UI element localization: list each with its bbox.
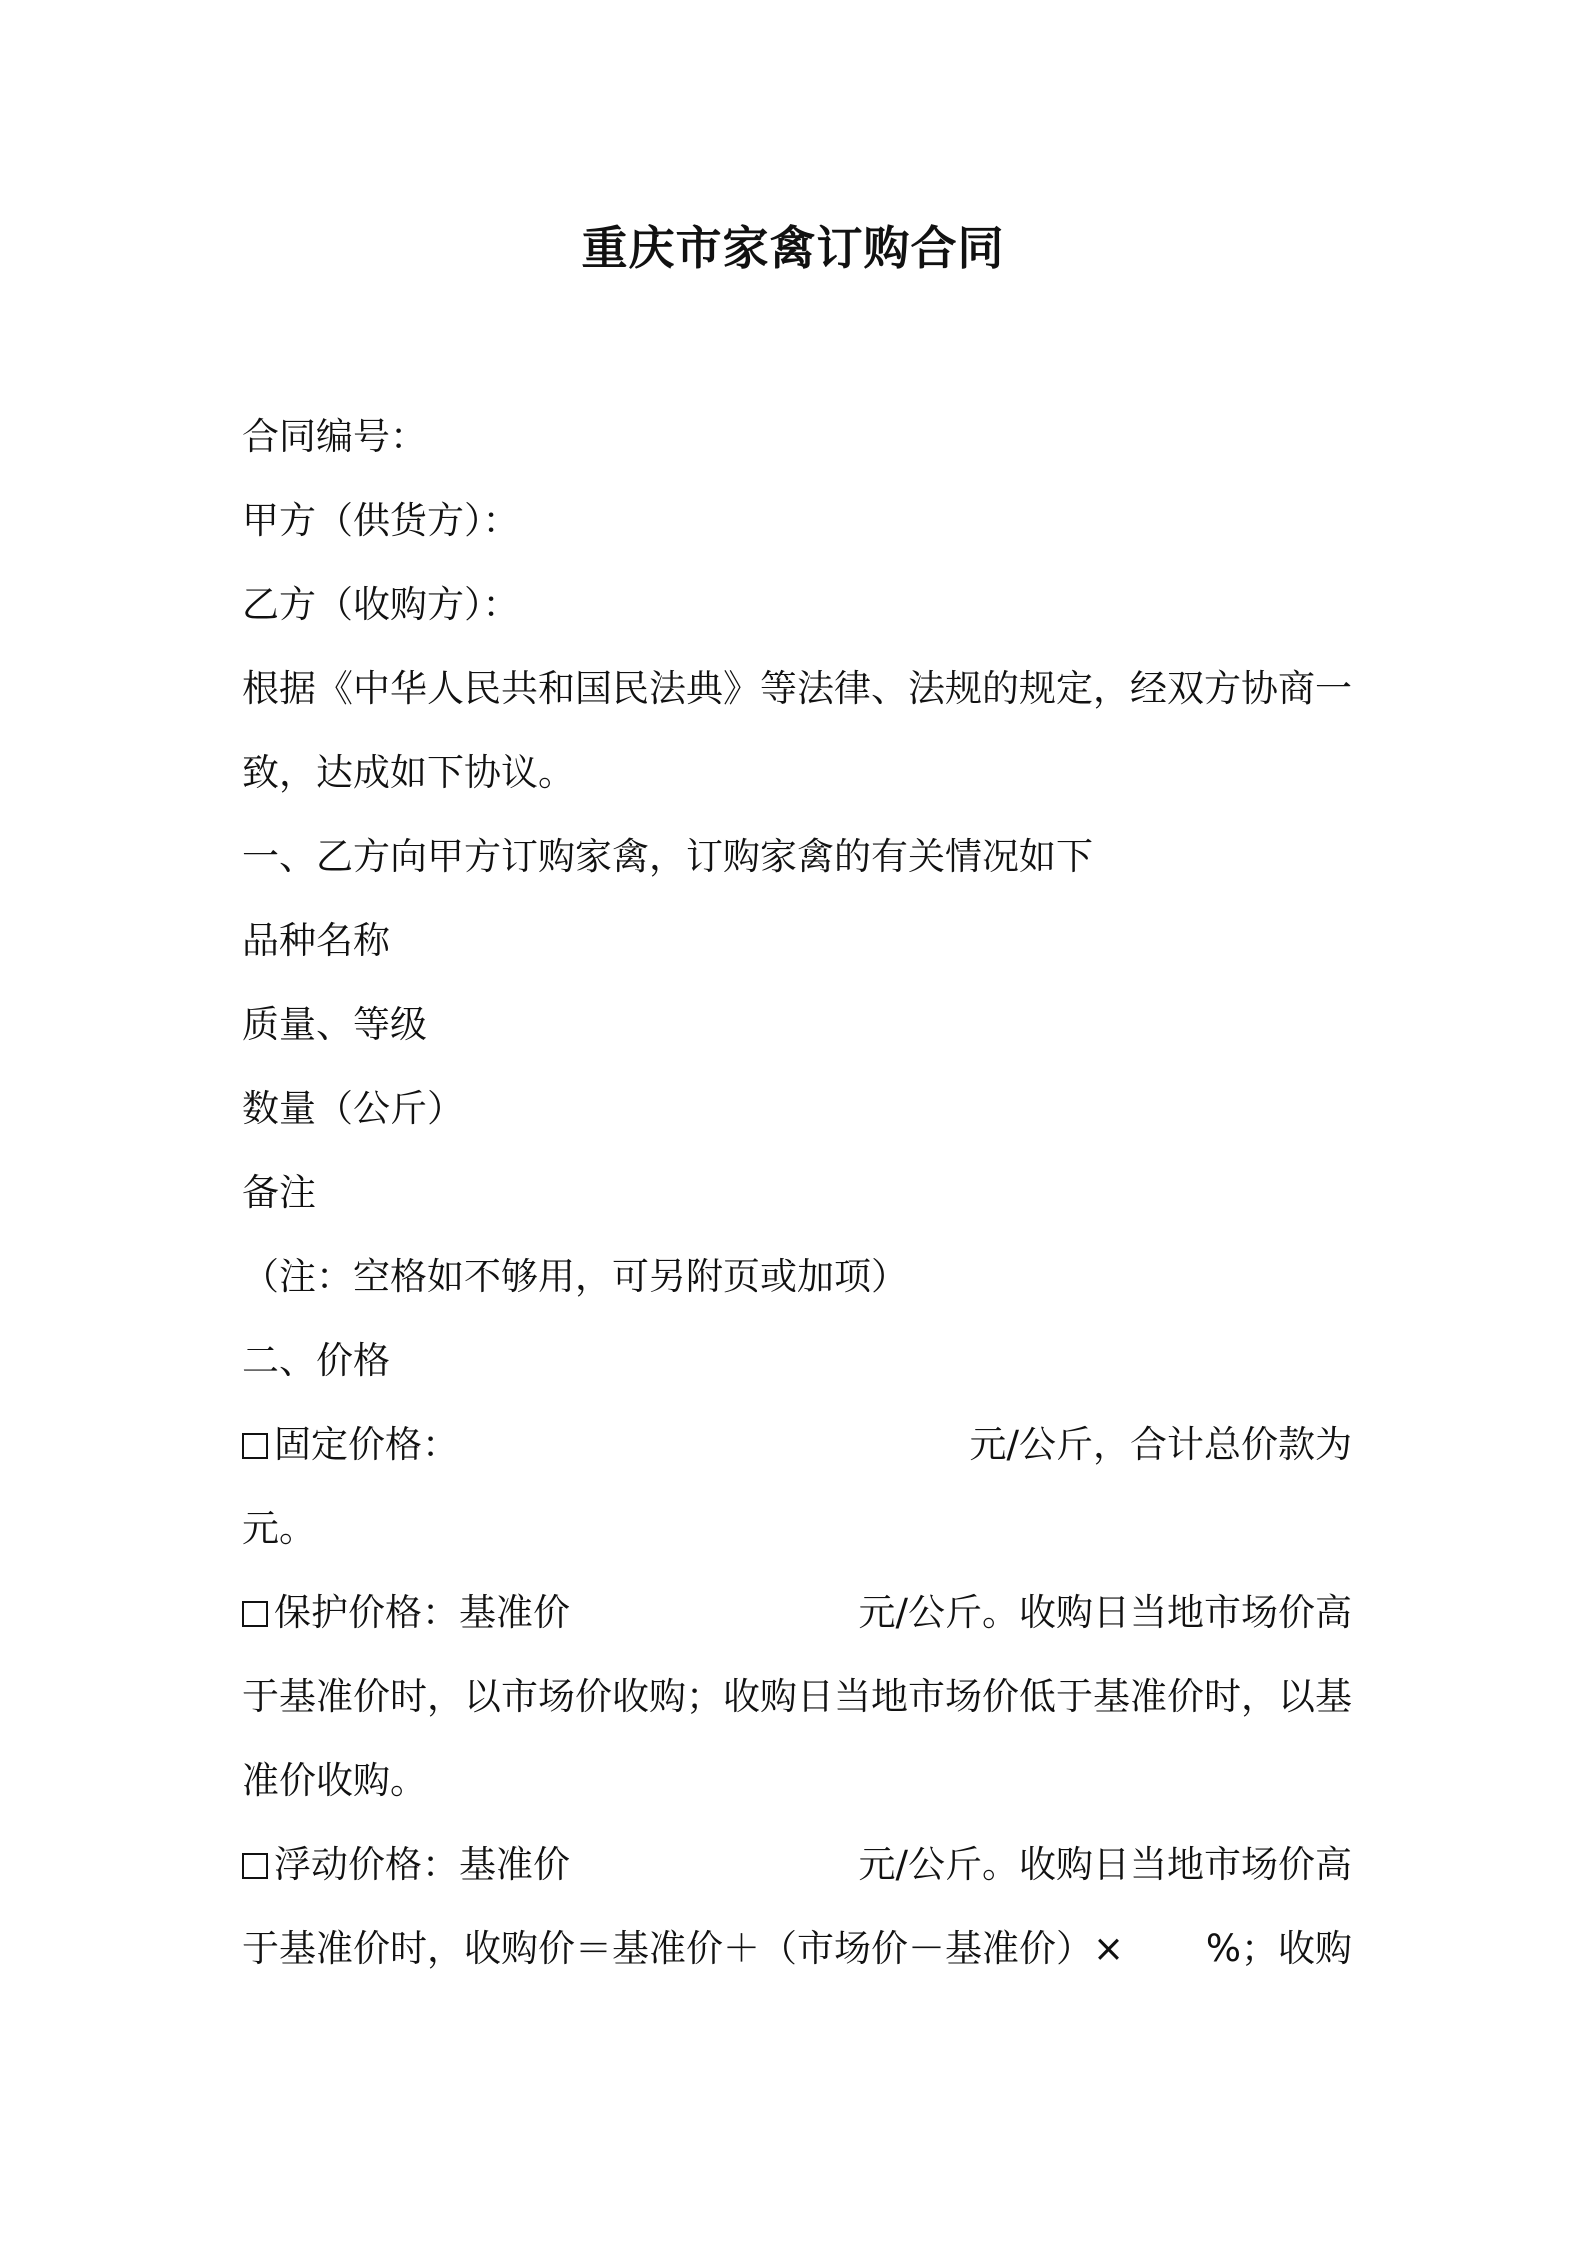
fixed-price-label: 固定价格： bbox=[274, 1423, 459, 1466]
section-2-heading: 二、价格 bbox=[242, 1339, 390, 1382]
protected-price-checkbox[interactable] bbox=[242, 1601, 268, 1627]
protected-price-unit-text: 元/公斤。收购日当地市场价高 bbox=[858, 1591, 1352, 1634]
fixed-price-option[interactable] bbox=[242, 1420, 459, 1470]
preamble-line-2: 致，达成如下协议。 bbox=[242, 751, 575, 794]
party-a-field: 甲方（供货方）： bbox=[242, 499, 520, 542]
item-variety-name: 品种名称 bbox=[242, 919, 390, 962]
item-remarks: 备注 bbox=[242, 1171, 316, 1214]
section-1-note: （注：空格如不够用，可另附页或加项） bbox=[242, 1255, 908, 1298]
floating-price-formula: 于基准价时，收购价＝基准价＋（市场价－基准价）× bbox=[242, 1927, 1125, 1970]
document-title: 重庆市家禽订购合同 bbox=[581, 221, 1005, 275]
floating-price-checkbox[interactable] bbox=[242, 1853, 268, 1879]
protected-price-line-2: 于基准价时，以市场价收购；收购日当地市场价低于基准价时，以基 bbox=[242, 1675, 1352, 1718]
contract-number-field: 合同编号： bbox=[242, 415, 427, 458]
item-quality-grade: 质量、等级 bbox=[242, 1003, 427, 1046]
floating-price-percent-text: %；收购 bbox=[1205, 1927, 1352, 1970]
protected-price-label: 保护价格：基准价 bbox=[274, 1591, 570, 1634]
protected-price-line-3: 准价收购。 bbox=[242, 1759, 427, 1802]
floating-price-label: 浮动价格：基准价 bbox=[274, 1843, 570, 1886]
party-b-field: 乙方（收购方）： bbox=[242, 583, 520, 626]
floating-price-option[interactable] bbox=[242, 1840, 570, 1890]
fixed-price-checkbox[interactable] bbox=[242, 1433, 268, 1459]
floating-price-unit-text: 元/公斤。收购日当地市场价高 bbox=[858, 1843, 1352, 1886]
preamble-line-1: 根据《中华人民共和国民法典》等法律、法规的规定，经双方协商一 bbox=[242, 667, 1352, 710]
fixed-price-line-2: 元。 bbox=[242, 1507, 316, 1550]
section-1-heading: 一、乙方向甲方订购家禽，订购家禽的有关情况如下 bbox=[242, 835, 1093, 878]
protected-price-option[interactable] bbox=[242, 1588, 570, 1638]
fixed-price-unit-text: 元/公斤，合计总价款为 bbox=[969, 1423, 1352, 1466]
item-quantity: 数量（公斤） bbox=[242, 1087, 464, 1130]
